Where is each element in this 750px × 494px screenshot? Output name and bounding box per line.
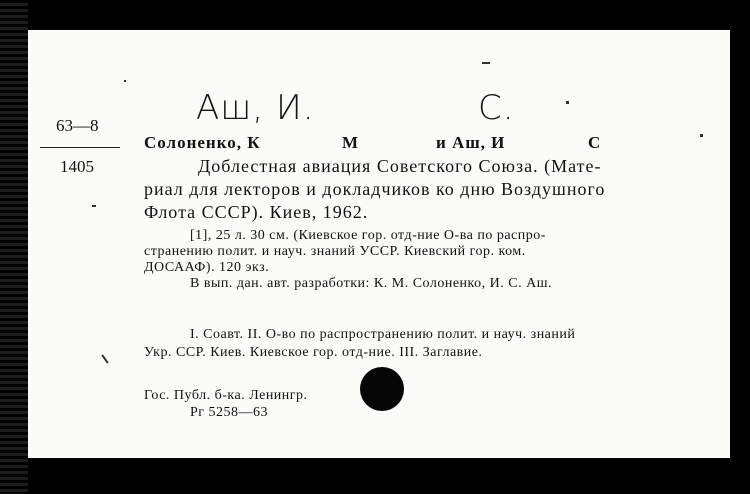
dust-speck bbox=[92, 205, 96, 207]
author-initial-1: М bbox=[342, 133, 360, 152]
call-number-top: 63—8 bbox=[56, 116, 99, 135]
dust-speck bbox=[124, 80, 126, 82]
title-line: Доблестная авиация Советского Союза. (Мате- bbox=[198, 156, 602, 176]
tracings-line: Укр. ССР. Киев. Киевское гор. отд-ние. III. Заглавие. bbox=[144, 345, 483, 360]
dust-speck bbox=[700, 134, 703, 137]
author-surname-2: и Аш, И bbox=[436, 133, 506, 152]
author-surname-1: Солоненко, К bbox=[144, 133, 261, 152]
handwritten-name-left: Аш, И. bbox=[196, 88, 315, 128]
scan-edge-strip bbox=[0, 0, 28, 494]
collation-line: странению полит. и науч. знаний УССР. Киевский гор. ком. bbox=[144, 244, 526, 259]
title-line: Флота СССР). Киев, 1962. bbox=[144, 202, 369, 222]
dust-speck bbox=[482, 62, 490, 64]
author-initial-2: С bbox=[588, 133, 602, 152]
collation-line: [1], 25 л. 30 см. (Киевское гор. отд-ние О-ва по распро- bbox=[190, 228, 546, 243]
authors-note: В вып. дан. авт. разработки: К. М. Солоненко, И. С. Аш. bbox=[190, 276, 552, 291]
tracings-line: I. Соавт. II. О-во по распространению полит. и науч. знаний bbox=[190, 327, 576, 342]
title-line: риал для лекторов и докладчиков ко дню Воздушного bbox=[144, 179, 606, 199]
call-number-rule bbox=[40, 147, 120, 148]
handwritten-name-right: С. bbox=[478, 88, 515, 128]
collation-line: ДОСААФ). 120 экз. bbox=[144, 260, 270, 275]
library-number: Рг 5258—63 bbox=[190, 405, 269, 420]
ink-blot bbox=[360, 367, 404, 411]
call-number-bottom: 1405 bbox=[60, 157, 94, 176]
library-name: Гос. Публ. б-ка. Ленингр. bbox=[144, 388, 308, 403]
dust-speck bbox=[566, 101, 569, 104]
